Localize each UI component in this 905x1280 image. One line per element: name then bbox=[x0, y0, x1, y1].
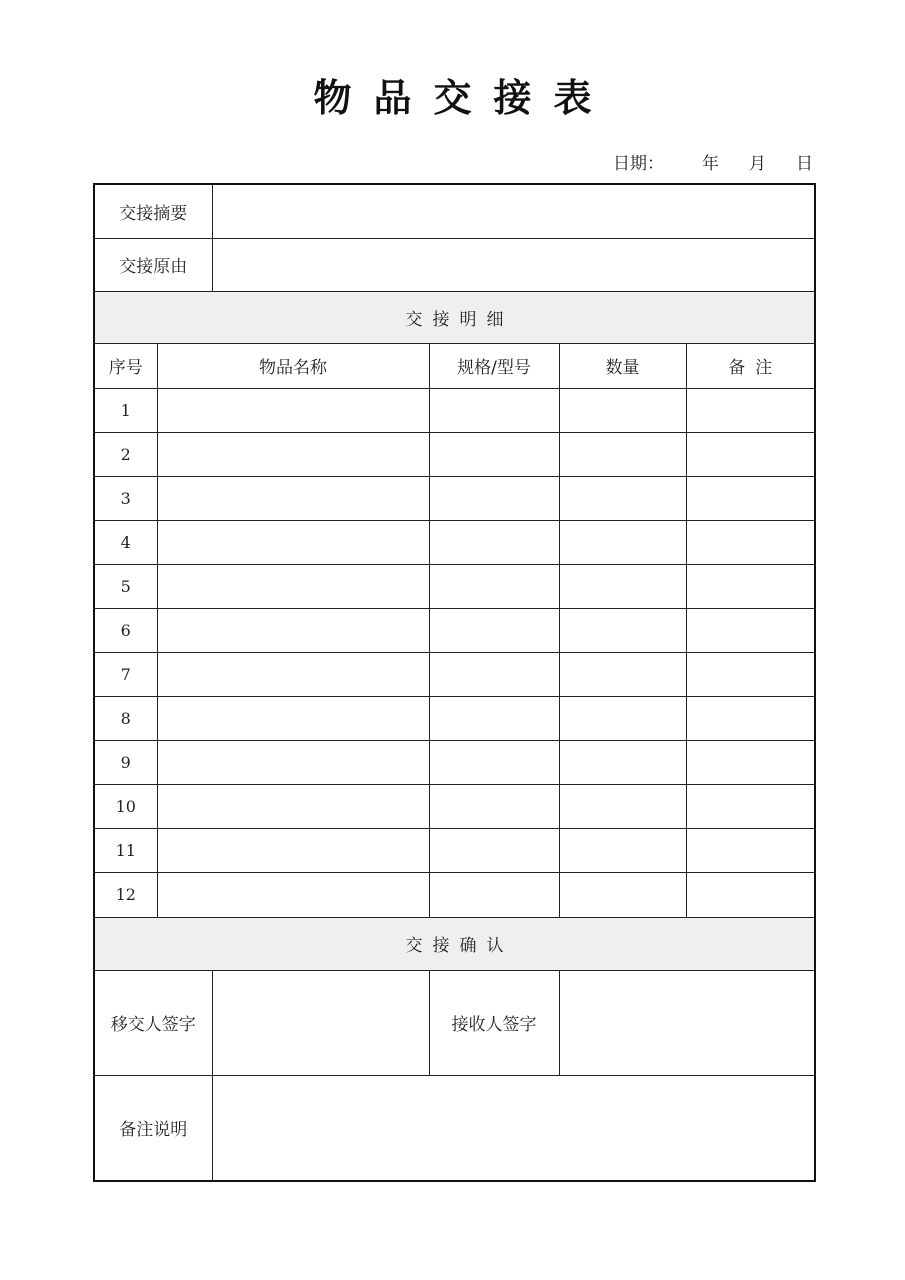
date-year-unit: 年 bbox=[702, 154, 719, 174]
table-row bbox=[94, 388, 815, 432]
item-spec-cell[interactable] bbox=[429, 564, 559, 608]
handover-summary-field[interactable] bbox=[212, 184, 815, 238]
column-header-name: 物品名称 bbox=[157, 343, 429, 388]
item-note-cell[interactable] bbox=[686, 696, 815, 740]
handover-summary-label: 交接摘要 bbox=[94, 184, 212, 238]
item-name-cell[interactable] bbox=[157, 872, 429, 917]
details-section-header bbox=[94, 291, 815, 343]
item-spec-cell[interactable] bbox=[429, 784, 559, 828]
receiver-signature-field[interactable] bbox=[559, 970, 815, 1075]
table-row bbox=[94, 652, 815, 696]
item-spec-cell[interactable] bbox=[429, 828, 559, 872]
item-note-cell[interactable] bbox=[686, 388, 815, 432]
item-note-cell[interactable] bbox=[686, 740, 815, 784]
item-qty-cell[interactable] bbox=[559, 388, 686, 432]
item-note-cell[interactable] bbox=[686, 564, 815, 608]
column-header-spec: 规格/型号 bbox=[429, 343, 559, 388]
row-number: 2 bbox=[94, 432, 157, 476]
table-row bbox=[94, 740, 815, 784]
item-name-cell[interactable] bbox=[157, 696, 429, 740]
date-month-unit: 月 bbox=[749, 154, 766, 174]
item-note-cell[interactable] bbox=[686, 608, 815, 652]
item-spec-cell[interactable] bbox=[429, 608, 559, 652]
item-note-cell[interactable] bbox=[686, 828, 815, 872]
row-number: 10 bbox=[94, 784, 157, 828]
column-header-no: 序号 bbox=[94, 343, 157, 388]
date-line bbox=[613, 152, 813, 176]
item-name-cell[interactable] bbox=[157, 564, 429, 608]
item-name-cell[interactable] bbox=[157, 388, 429, 432]
column-header-qty: 数量 bbox=[559, 343, 686, 388]
item-qty-cell[interactable] bbox=[559, 696, 686, 740]
item-spec-cell[interactable] bbox=[429, 520, 559, 564]
item-note-cell[interactable] bbox=[686, 476, 815, 520]
remarks-row bbox=[94, 1075, 815, 1181]
row-number: 8 bbox=[94, 696, 157, 740]
item-qty-cell[interactable] bbox=[559, 740, 686, 784]
confirmation-section-header bbox=[94, 917, 815, 970]
item-name-cell[interactable] bbox=[157, 520, 429, 564]
row-number: 11 bbox=[94, 828, 157, 872]
item-note-cell[interactable] bbox=[686, 520, 815, 564]
summary-row bbox=[94, 184, 815, 238]
row-number: 4 bbox=[94, 520, 157, 564]
remarks-label: 备注说明 bbox=[94, 1075, 212, 1181]
table-row bbox=[94, 828, 815, 872]
date-day-unit: 日 bbox=[796, 154, 813, 174]
page-title: 物品交接表 bbox=[313, 76, 614, 120]
item-name-cell[interactable] bbox=[157, 828, 429, 872]
row-number: 5 bbox=[94, 564, 157, 608]
table-row bbox=[94, 608, 815, 652]
item-name-cell[interactable] bbox=[157, 476, 429, 520]
handover-form-table bbox=[93, 183, 816, 1182]
item-note-cell[interactable] bbox=[686, 784, 815, 828]
details-section-title: 交接明细 bbox=[94, 291, 815, 343]
table-row bbox=[94, 784, 815, 828]
transferor-signature-label: 移交人签字 bbox=[94, 970, 212, 1075]
item-spec-cell[interactable] bbox=[429, 740, 559, 784]
item-qty-cell[interactable] bbox=[559, 520, 686, 564]
row-number: 3 bbox=[94, 476, 157, 520]
item-spec-cell[interactable] bbox=[429, 432, 559, 476]
item-note-cell[interactable] bbox=[686, 652, 815, 696]
remarks-field[interactable] bbox=[212, 1075, 815, 1181]
handover-reason-field[interactable] bbox=[212, 238, 815, 291]
item-name-cell[interactable] bbox=[157, 740, 429, 784]
item-spec-cell[interactable] bbox=[429, 652, 559, 696]
table-row bbox=[94, 564, 815, 608]
item-spec-cell[interactable] bbox=[429, 696, 559, 740]
item-qty-cell[interactable] bbox=[559, 564, 686, 608]
item-qty-cell[interactable] bbox=[559, 784, 686, 828]
row-number: 12 bbox=[94, 872, 157, 917]
row-number: 7 bbox=[94, 652, 157, 696]
confirmation-section-title: 交接确认 bbox=[94, 917, 815, 970]
transferor-signature-field[interactable] bbox=[212, 970, 429, 1075]
row-number: 9 bbox=[94, 740, 157, 784]
column-header-note: 备注 bbox=[686, 343, 815, 388]
item-qty-cell[interactable] bbox=[559, 872, 686, 917]
item-name-cell[interactable] bbox=[157, 432, 429, 476]
receiver-signature-label: 接收人签字 bbox=[429, 970, 559, 1075]
item-spec-cell[interactable] bbox=[429, 476, 559, 520]
table-row bbox=[94, 520, 815, 564]
item-qty-cell[interactable] bbox=[559, 432, 686, 476]
row-number: 6 bbox=[94, 608, 157, 652]
reason-row bbox=[94, 238, 815, 291]
item-spec-cell[interactable] bbox=[429, 872, 559, 917]
item-qty-cell[interactable] bbox=[559, 828, 686, 872]
handover-reason-label: 交接原由 bbox=[94, 238, 212, 291]
item-note-cell[interactable] bbox=[686, 872, 815, 917]
signature-row bbox=[94, 970, 815, 1075]
table-row bbox=[94, 476, 815, 520]
table-row bbox=[94, 696, 815, 740]
table-row bbox=[94, 432, 815, 476]
table-row bbox=[94, 872, 815, 917]
item-note-cell[interactable] bbox=[686, 432, 815, 476]
item-spec-cell[interactable] bbox=[429, 388, 559, 432]
item-name-cell[interactable] bbox=[157, 784, 429, 828]
item-qty-cell[interactable] bbox=[559, 476, 686, 520]
date-label: 日期： bbox=[613, 154, 664, 174]
item-qty-cell[interactable] bbox=[559, 652, 686, 696]
item-qty-cell[interactable] bbox=[559, 608, 686, 652]
details-column-headers bbox=[94, 343, 815, 388]
item-name-cell[interactable] bbox=[157, 608, 429, 652]
item-name-cell[interactable] bbox=[157, 652, 429, 696]
row-number: 1 bbox=[94, 388, 157, 432]
